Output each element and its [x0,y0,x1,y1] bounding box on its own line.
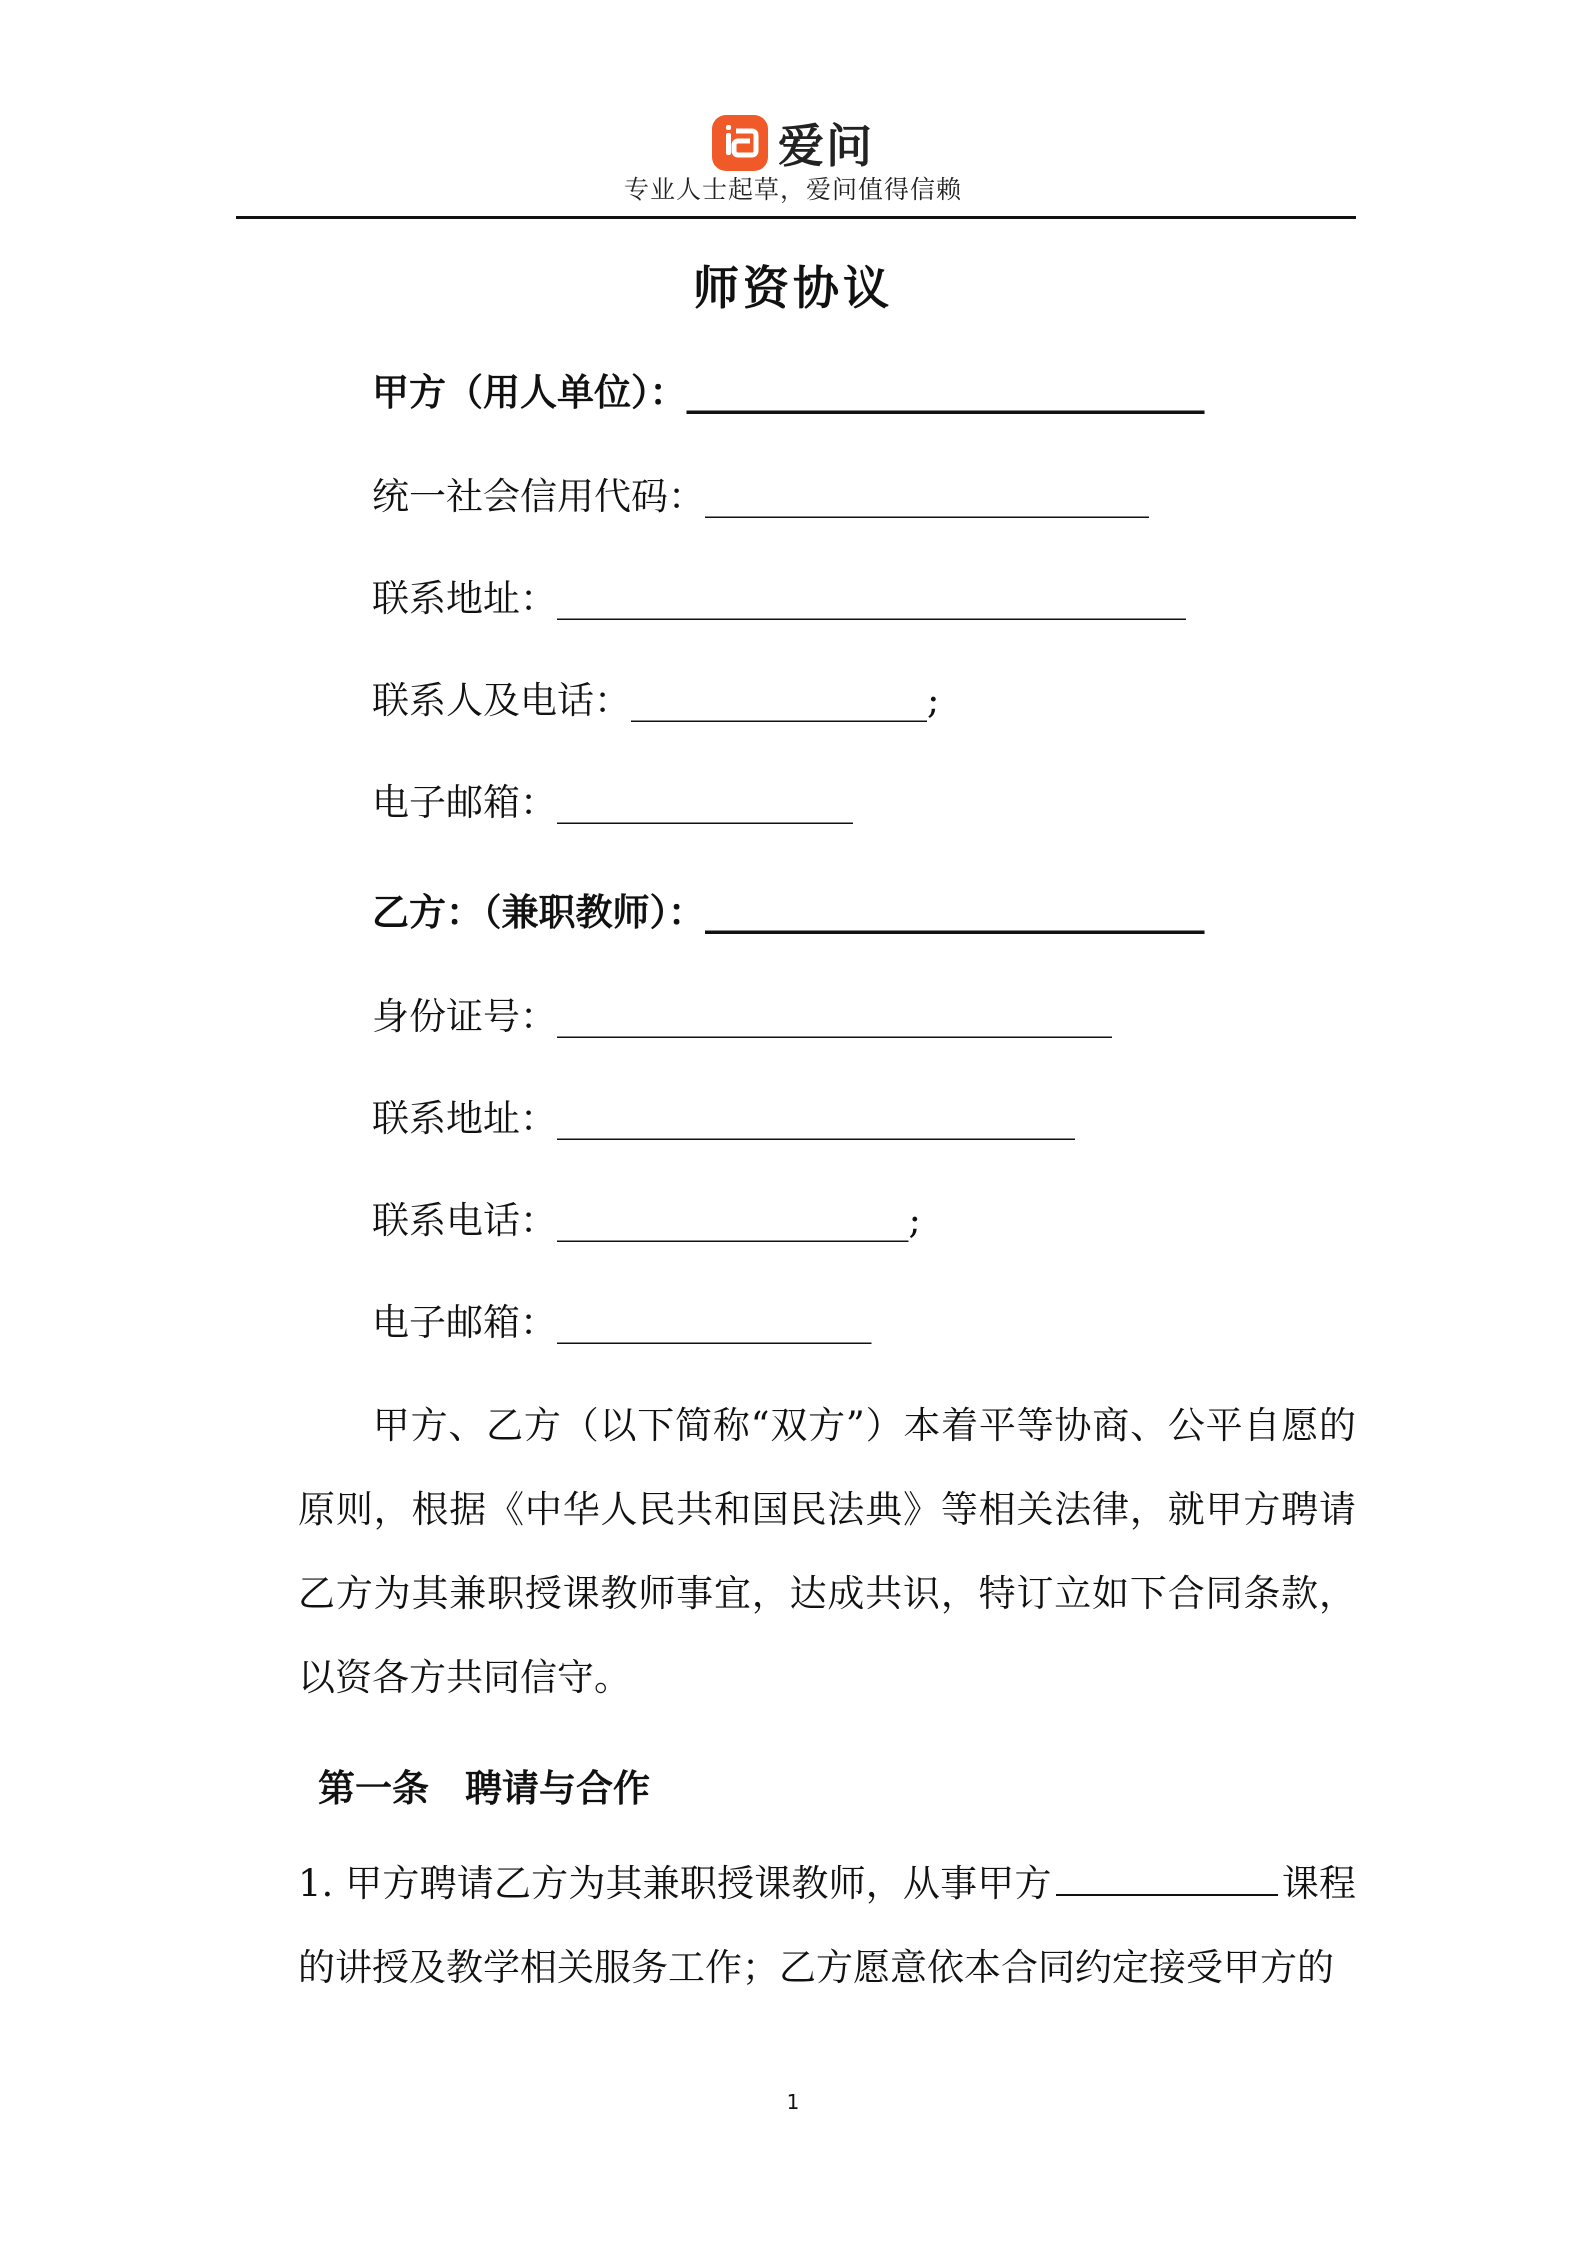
field-blank: ____________________________ [557,1097,1075,1140]
party-b-name-field [372,882,1205,936]
header-divider [236,216,1356,219]
field-blank: _________________ [557,1301,872,1344]
field-blank: ________________ [557,781,853,824]
field-label: 身份证号： [372,995,557,1038]
document-title: 师资协议 [693,261,893,315]
field-label: 联系地址： [372,577,557,620]
brand-name: 爱问 [778,119,874,173]
field-label: 甲方（用人单位）： [372,370,687,414]
field-label: 电子邮箱： [372,1301,557,1344]
page-number: 1 [786,2090,800,2114]
field-blank: ________________________ [705,475,1149,518]
course-blank-line [1056,1860,1278,1896]
party-a-address-field [372,568,1186,622]
party-b-id-number-field [372,986,1112,1040]
clause-1-paragraph [298,1842,1356,2010]
party-a-credit-code-field [372,466,1149,520]
party-a-email-field [372,772,853,826]
field-label: 乙方：（兼职教师）： [372,890,705,934]
document-header [0,0,1586,220]
party-b-phone-field [372,1190,921,1244]
field-label: 联系人及电话： [372,679,631,722]
preamble-text: 甲方、乙方（以下简称“双方”）本着平等协商、公平自愿的原则，根据《中华人民共和国民法典》等相关法律，就甲方聘请乙方为其兼职授课教师事宜，达成共识，特订立如下合同条款，以资各方共同信守。 [298,1404,1356,1699]
party-a-name-field [372,362,1205,416]
section-number: 第一条 [318,1767,429,1810]
field-label: 电子邮箱： [372,781,557,824]
section-title: 聘请与合作 [465,1767,650,1810]
field-blank: ________________; [631,679,940,722]
field-label: 统一社会信用代码： [372,475,705,518]
field-label: 联系电话： [372,1199,557,1242]
field-label: 联系地址： [372,1097,557,1140]
preamble-paragraph [298,1384,1356,1720]
party-a-contact-field [372,670,939,724]
field-blank: ___________________________ [705,890,1205,934]
brand-logo [0,110,1586,176]
clause-1-text-part2: 课程的讲授及教学相关服务工作；乙方愿意依本合同约定接受甲方的 [298,1862,1357,1989]
clause-1-text-part1: 1. 甲方聘请乙方为其兼职授课教师，从事甲方 [298,1862,1052,1905]
field-blank: ______________________________ [557,995,1112,1038]
section-heading [318,1758,650,1812]
party-b-email-field [372,1292,872,1346]
party-b-address-field [372,1088,1075,1142]
field-blank: ___________________; [557,1199,921,1242]
aiwen-logo-icon [712,115,768,171]
field-blank: __________________________________ [557,577,1186,620]
brand-slogan: 专业人士起草，爱问值得信赖 [623,175,962,204]
field-blank: ____________________________ [686,370,1205,414]
